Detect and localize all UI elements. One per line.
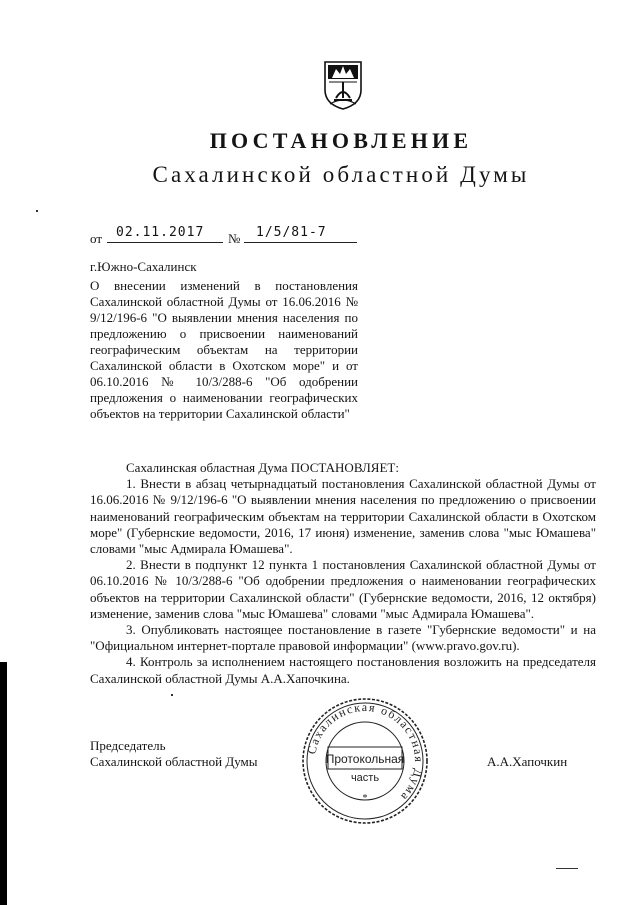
seal-center-line: Протокольная (325, 752, 405, 766)
position-line: Председатель (90, 738, 166, 753)
seal-ring-text: Сахалинская областная Дума (304, 699, 427, 805)
number-prefix: № (228, 231, 241, 246)
body-item: 3. Опубликовать настоящее постановление в газете "Губернские ведомости" и на "Официальном интернет-портале правовой информации" (www.pravo.gov.ru). (90, 622, 596, 654)
seal-center-line: часть (350, 772, 380, 784)
coat-of-arms-emblem (322, 60, 364, 110)
body-item: 2. Внести в подпункт 12 пункта 1 постановления Сахалинской областной Думы от 06.10.2016 № 10/3/288-6 "Об одобрении предложения о наименовании географических объектов на территории Сахалинской области" (Губернские ведомости, 2016, 12 октября) изменение, заменив слова "мыс Юмашева" словами "мыс Адмирала Юмашева". (90, 557, 596, 621)
round-seal-stamp (300, 697, 430, 825)
body-intro: Сахалинская областная Дума ПОСТАНОВЛЯЕТ: (126, 460, 399, 475)
date-prefix: от (90, 231, 103, 246)
signatory-name: А.А.Хапочкин (487, 754, 568, 769)
svg-text:*: * (362, 793, 368, 804)
body-item: 4. Контроль за исполнением настоящего постановления возложить на председателя Сахалинской областной Думы А.А.Хапочкина. (90, 654, 596, 686)
document-subject: О внесении изменений в постановления Сахалинской областной Думы от 16.06.2016 № 9/12/196-6 "О выявлении мнения населения по предложению о присвоении наименований географическим объектам на территории Сахалинской области в Охотском море" и от 06.10.2016 № 10/3/288-6 "Об одобрении предложения о наименовании географических объектов на территории Сахалинской области" (90, 278, 358, 421)
scan-margin-bar (0, 662, 7, 905)
document-date: 02.11.2017 (116, 225, 205, 240)
document-number: 1/5/81-7 (256, 225, 327, 240)
body-item: 1. Внести в абзац четырнадцатый постановления Сахалинской областной Думы от 16.06.2016 № 9/12/196-6 "О выявлении мнения населения по предложению о присвоении наименований географическим объектам на территории Сахалинской области в Охотском море" (Губернские ведомости, 2016, 17 июня) изменение, заменив слова "мыс Юмашева" словами "мыс Адмирала Юмашева". (90, 476, 596, 557)
position-line: Сахалинской областной Думы (90, 754, 258, 769)
signatory-position (90, 738, 258, 770)
scan-speck (171, 694, 173, 696)
city: г.Южно-Сахалинск (90, 259, 197, 274)
scan-speck (36, 210, 38, 212)
document-title: ПОСТАНОВЛЕНИЕ (209, 128, 473, 153)
document-body (90, 460, 596, 687)
scan-speck (556, 868, 578, 869)
issuing-body: Сахалинской областной Думы (152, 162, 530, 187)
